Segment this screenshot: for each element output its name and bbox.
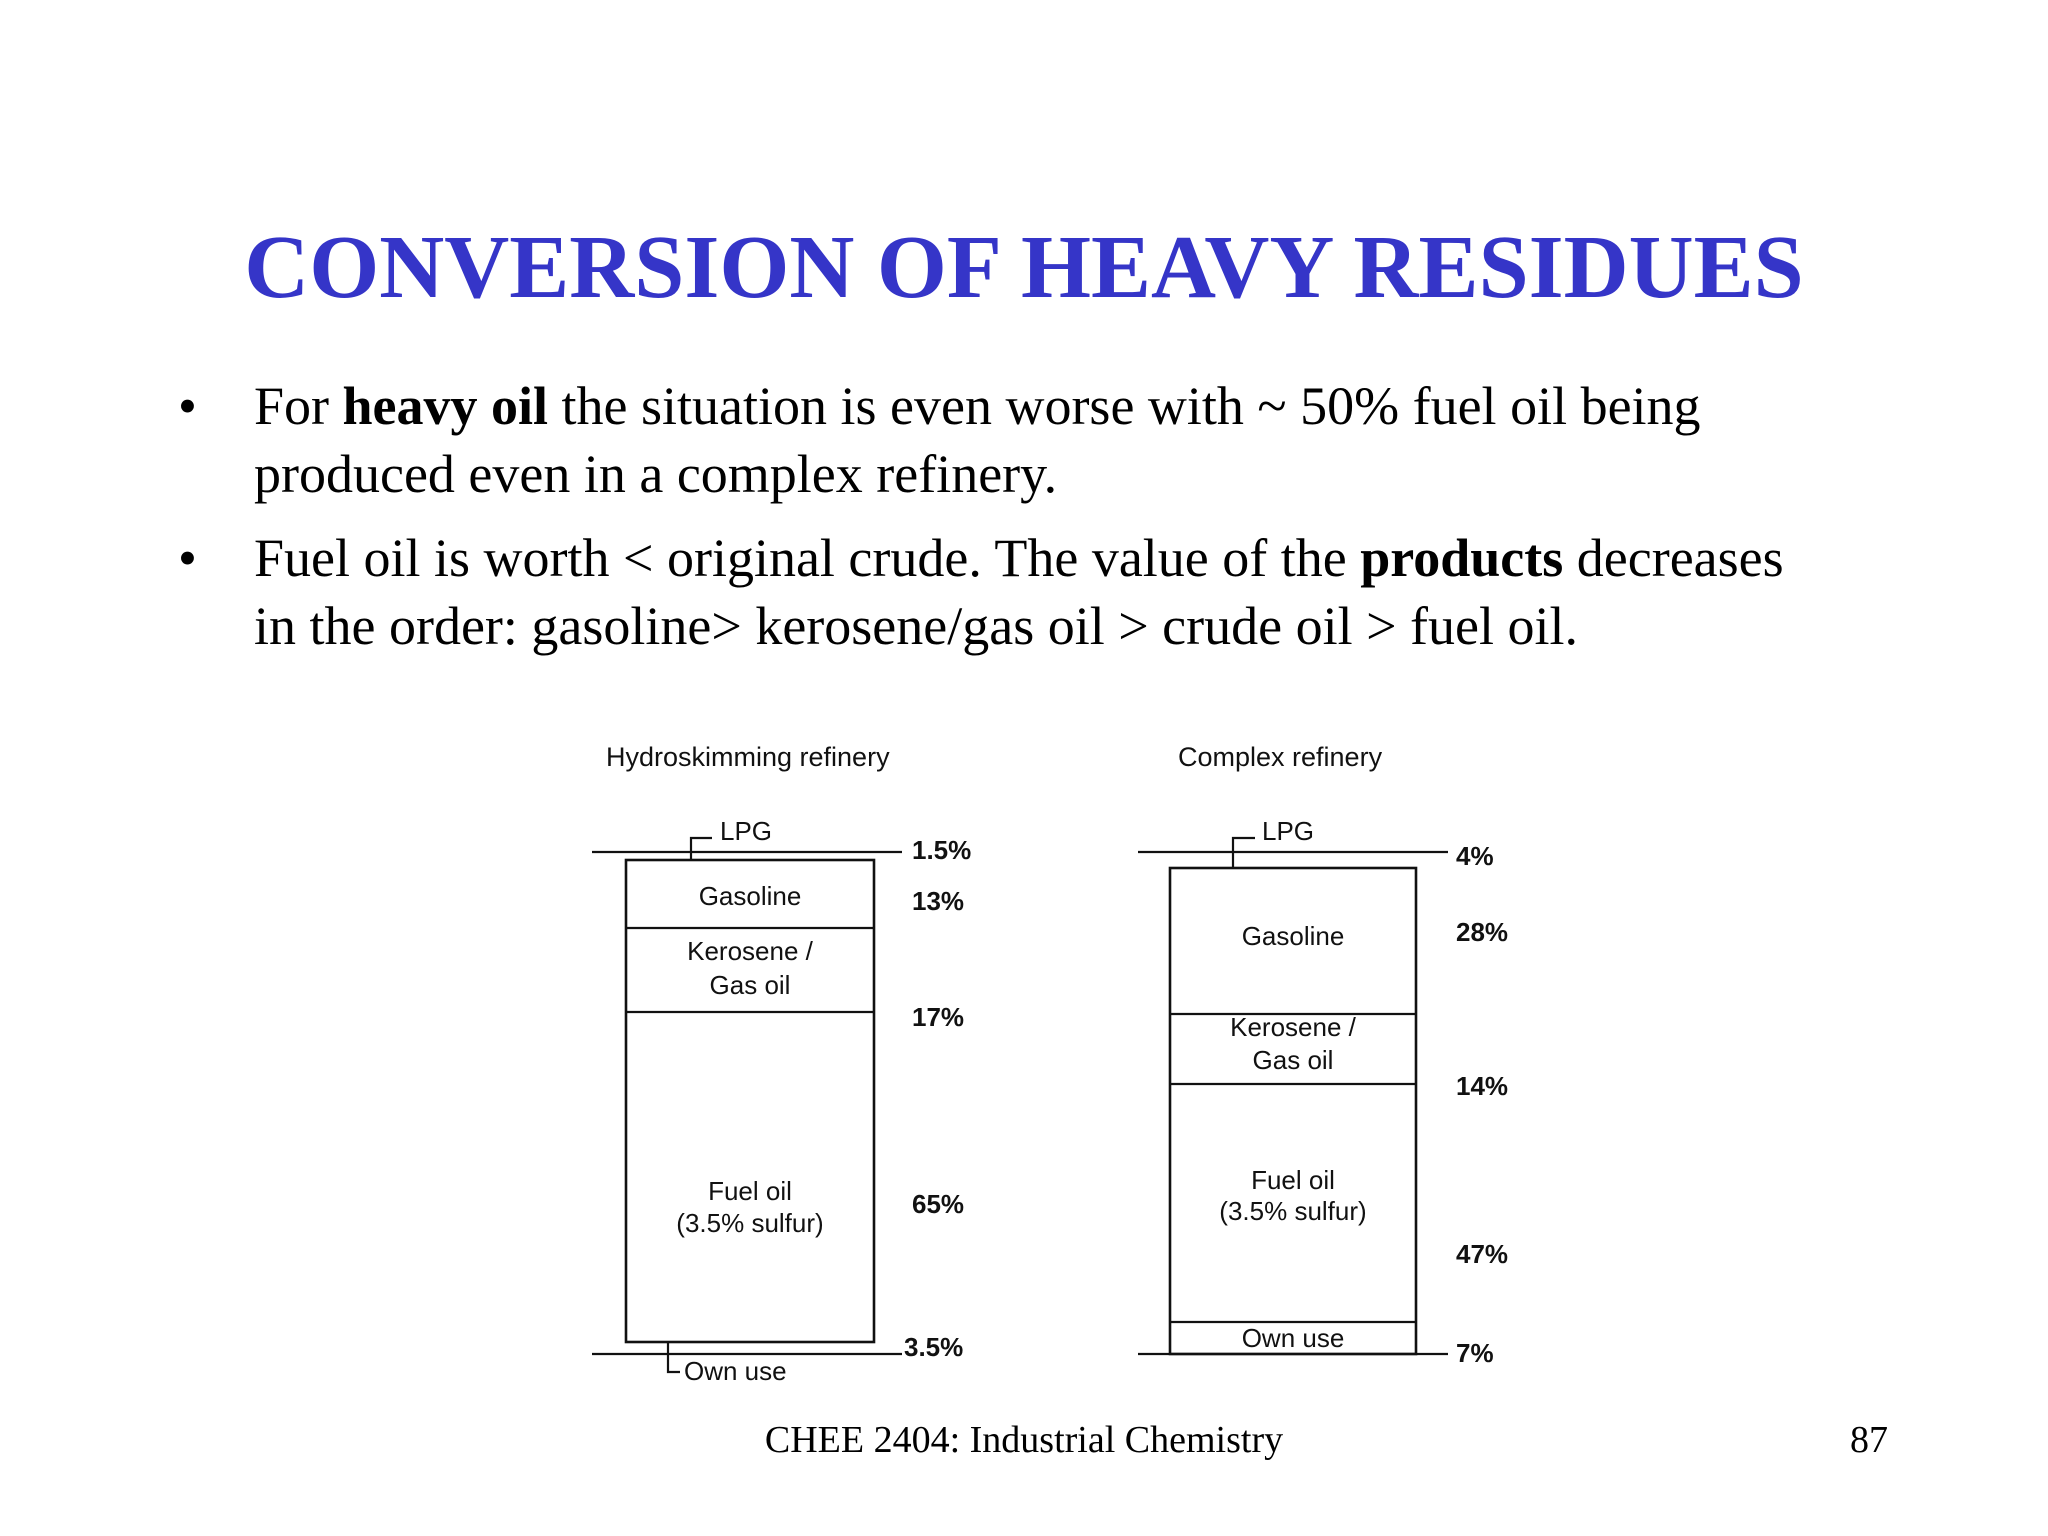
bullet-item [170, 372, 1830, 508]
bullet-text-segment: the situation is even worse with ~ 50% fuel oil being produced even in a complex refinery. [254, 376, 1701, 504]
footer-course: CHEE 2404: Industrial Chemistry [764, 1419, 1284, 1461]
bullet-dot-icon: • [178, 528, 197, 588]
column-box [626, 860, 874, 1342]
bullet-text [254, 528, 1784, 656]
page-number: 87 [1850, 1419, 1888, 1461]
gasoline-label: Gasoline [1241, 921, 1345, 951]
bullet-list [170, 372, 1830, 676]
ownuse-bracket [668, 1342, 680, 1372]
slide-title: CONVERSION OF HEAVY RESIDUES [244, 218, 1804, 317]
kerosene-percent: 17% [912, 1002, 965, 1032]
fueloil-label-line1: Fuel oil [708, 1176, 792, 1206]
complex-column [1138, 742, 1508, 1368]
complex-title: Complex refinery [1178, 742, 1383, 772]
ownuse-label: Own use [1241, 1323, 1345, 1353]
bullet-item [170, 524, 1830, 660]
bullet-text-segment: For [254, 376, 343, 436]
fueloil-label-line2: (3.5% sulfur) [676, 1208, 824, 1238]
bullet-dot-icon: • [178, 376, 197, 436]
lpg-percent: 4% [1456, 841, 1494, 871]
bullet-text-bold: heavy oil [342, 376, 549, 436]
gasoline-percent: 28% [1456, 917, 1509, 947]
refinery-yield-diagram [580, 730, 1540, 1410]
kerosene-percent: 14% [1456, 1071, 1509, 1101]
fueloil-label-line1: Fuel oil [1251, 1165, 1335, 1195]
kerosene-label-line2: Gas oil [1252, 1045, 1334, 1075]
bullet-text-segment: decreases in the order: gasoline> kerosene/gas oil > crude oil > fuel oil. [254, 528, 1784, 656]
bullet-text-segment: Fuel oil is worth < original crude. The value of the [254, 528, 1361, 588]
lpg-bracket [691, 838, 712, 860]
fueloil-percent: 65% [912, 1189, 965, 1219]
bullet-text [254, 376, 1701, 504]
kerosene-label-line2: Gas oil [709, 970, 791, 1000]
hydroskimming-column [592, 742, 971, 1386]
gasoline-label: Gasoline [698, 881, 802, 911]
hydroskimming-title: Hydroskimming refinery [606, 742, 890, 772]
gasoline-percent: 13% [912, 886, 965, 916]
kerosene-label-line1: Kerosene / [1230, 1012, 1356, 1042]
ownuse-percent: 3.5% [904, 1332, 964, 1362]
ownuse-percent: 7% [1456, 1338, 1494, 1368]
fueloil-percent: 47% [1456, 1239, 1509, 1269]
lpg-label: LPG [720, 816, 773, 846]
bullet-text-bold: products [1360, 528, 1564, 588]
fueloil-label-line2: (3.5% sulfur) [1219, 1196, 1367, 1226]
ownuse-label: Own use [684, 1356, 787, 1386]
lpg-percent: 1.5% [912, 835, 972, 865]
lpg-label: LPG [1262, 816, 1315, 846]
kerosene-label-line1: Kerosene / [687, 936, 813, 966]
